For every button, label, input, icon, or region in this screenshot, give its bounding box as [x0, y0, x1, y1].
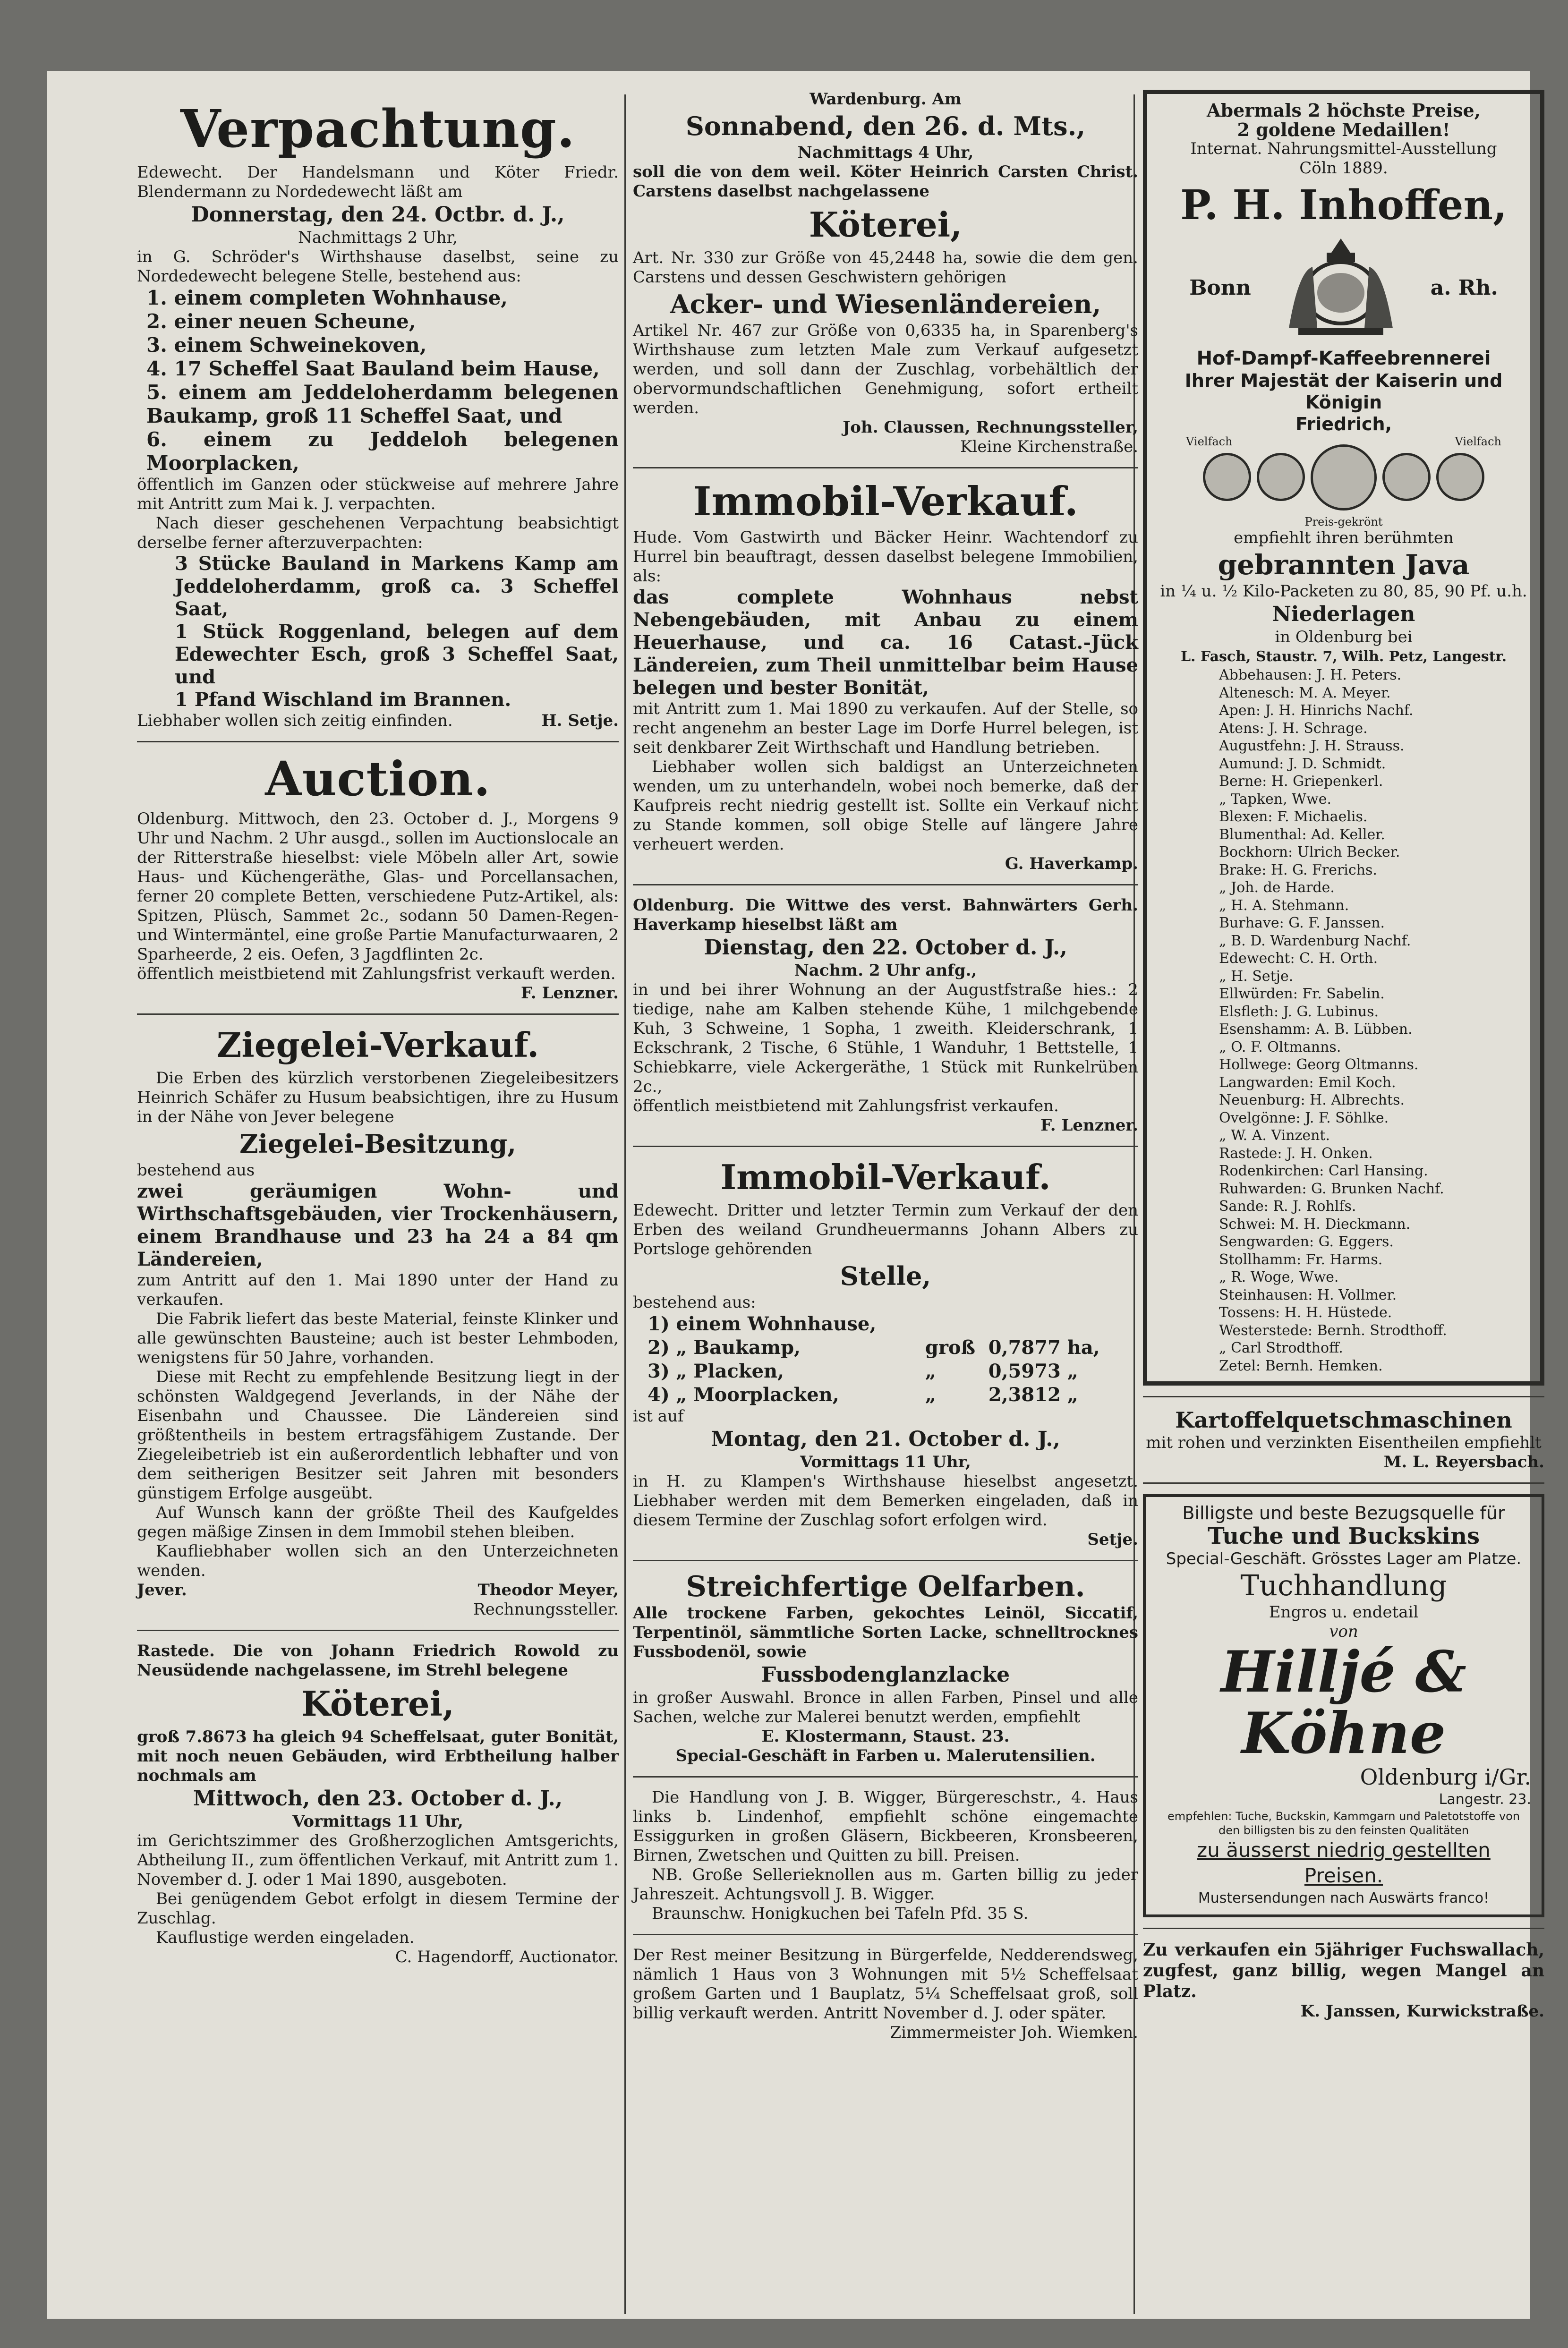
ad-immobil-hude — [633, 479, 1138, 874]
ad-packs: in ¼ u. ½ Kilo-Packeten zu 80, 85, 90 Pf. u.h. — [1160, 582, 1527, 601]
ad-koeterei — [137, 1642, 619, 1967]
ad-text: Alle trockene Farben, gekochtes Leinöl, Siccatif, Terpentinöl, sämmtliche Sorten Lacke, schnelltrocknes Fussbodenöl, sowie — [633, 1604, 1138, 1661]
royal-crest-icon — [1270, 234, 1412, 342]
list-item: 6. einem zu Jeddeloh belegenen Moorplacken, — [146, 428, 619, 475]
table-row — [647, 1312, 1127, 1336]
ad-oelfarben — [633, 1572, 1138, 1766]
ad-products: Tuche und Buckskins — [1207, 1523, 1480, 1549]
list-item: „ H. Setje. — [1219, 968, 1294, 985]
ad-kartoffel — [1143, 1408, 1544, 1472]
medals-row — [1158, 453, 1530, 510]
ad-date: Mittwoch, den 23. October d. J., — [193, 1787, 563, 1811]
medal-icon — [1203, 453, 1251, 501]
row-value: 0,5973 „ — [988, 1360, 1078, 1382]
ad-price: zu äusserst niedrig gestellten Preisen. — [1197, 1838, 1491, 1887]
list-item: Tossens: H. H. Hüstede. — [1219, 1304, 1392, 1321]
ad-date: Dienstag, den 22. October d. J., — [704, 936, 1067, 960]
list-item: Zetel: Bernh. Hemken. — [1219, 1357, 1383, 1374]
divider — [633, 1560, 1138, 1561]
ad-signature: E. Klostermann, Staust. 23. — [761, 1727, 1010, 1746]
row-size: „ — [925, 1360, 936, 1382]
list-item: Westerstede: Bernh. Strodthoff. — [1219, 1322, 1447, 1339]
list-item: Ellwürden: Fr. Sabelin. — [1219, 986, 1385, 1002]
list-item: Blumenthal: Ad. Keller. — [1219, 826, 1385, 843]
list-item: „ R. Woge, Wwe. — [1219, 1269, 1339, 1285]
ad-signature: H. Setje. — [541, 711, 619, 730]
ad-offer: empfehlen: Tuche, Buckskin, Kammgarn und Paletotstoffe von den billigsten bis zu den feinsten Qualitäten — [1167, 1810, 1520, 1837]
row-name: „ Baukamp, — [676, 1336, 801, 1359]
medal-caption: Vielfach — [1186, 435, 1233, 448]
ad-date: Sonnabend, den 26. d. Mts., — [685, 111, 1086, 141]
ad-intro: Rastede. Die von Johann Friedrich Rowold zu Neusüdende nachgelassene, im Strehl belegene — [137, 1642, 619, 1680]
ad-business: Hof-Dampf-Kaffeebrennerei — [1196, 348, 1491, 369]
row-number: 1) — [648, 1313, 670, 1335]
list-item: Rodenkirchen: Carl Hansing. — [1219, 1163, 1428, 1179]
ad-street: Langestr. 23. — [1439, 1791, 1531, 1808]
list-item: Apen: J. H. Hinrichs Nachf. — [1219, 702, 1414, 719]
row-value: 2,3812 „ — [988, 1384, 1078, 1406]
list-item: Ruhwarden: G. Brunken Nachf. — [1219, 1180, 1444, 1197]
medal-icon — [1436, 453, 1484, 501]
list-item: Ovelgönne: J. F. Söhlke. — [1219, 1109, 1389, 1126]
ad-subtitle: Stelle, — [840, 1261, 931, 1291]
ad-headline: Abermals 2 höchste Preise, — [1207, 100, 1481, 121]
ad-intro: Edewecht. Dritter und letzter Termin zum Verkauf der den Erben des weiland Grundheuermanns Johann Albers zu Portsloge gehörenden — [633, 1201, 1138, 1259]
ad-rest — [633, 1946, 1138, 2042]
ad-paragraph: Liebhaber wollen sich baldigst an Unterzeichneten wenden, um zu unterhandeln, wobei noch bemerke, daß der Kaufpreis recht niedrig gestellt ist. Sollte ein Verkauf nicht zu Stande kommen, soll obige Stelle auf längere Jahre verheuert werden. — [633, 757, 1138, 854]
city-left: Bonn — [1189, 276, 1251, 300]
ad-intro: Hude. Vom Gastwirth und Bäcker Heinr. Wachtendorf zu Hurrel bin beauftragt, dessen daselbst belegene Immobilien, als: — [633, 528, 1138, 586]
ad-samples: Mustersendungen nach Auswärts franco! — [1198, 1890, 1490, 1906]
ad-subtitle: Ziegelei-Besitzung, — [239, 1129, 516, 1159]
agent-list — [1158, 666, 1530, 1375]
ad-subtitle: Niederlagen — [1272, 602, 1415, 626]
ad-inhoffen — [1143, 90, 1544, 1386]
list-item: Elsfleth: J. G. Lubinus. — [1219, 1003, 1379, 1020]
ad-paragraph: Die Fabrik liefert das beste Material, feinste Klinker und alle gewünschten Bausteine; auch ist bester Lehmboden, wenigstens für 50 Jahre, vorhanden. — [137, 1310, 619, 1367]
ad-terms: öffentlich im Ganzen oder stückweise auf mehrere Jahre mit Antritt zum Mai k. J. verpachten. — [137, 475, 619, 513]
ad-von: von — [1329, 1622, 1358, 1641]
ad-intro: Die Erben des kürzlich verstorbenen Ziegeleibesitzers Heinrich Schäfer zu Husum beabsichtigen, ihre zu Husum in der Nähe von Jever belegene — [137, 1069, 619, 1126]
ad-note: NB. Große Sellerieknollen aus m. Garten billig zu jeder Jahreszeit. Achtungsvoll J. B. Wigger. — [633, 1865, 1138, 1904]
ad-time: Vormittags 11 Uhr, — [292, 1812, 463, 1831]
list-item: 4. 17 Scheffel Saat Bauland beim Hause, — [146, 357, 600, 380]
table-row — [647, 1336, 1127, 1360]
ad-place: Wardenburg. Am — [810, 90, 962, 109]
ad-signature-note: Special-Geschäft in Farben u. Malerutensilien. — [675, 1746, 1096, 1765]
medal-icon — [1257, 453, 1305, 501]
medal-caption: Preis-gekrönt — [1304, 515, 1383, 528]
ad-intro: Edewecht. Der Handelsmann und Köter Friedr. Blendermann zu Nordedewecht läßt am — [137, 163, 619, 201]
list-item: 2. einer neuen Scheune, — [146, 310, 416, 333]
ad-time: Vormittags 11 Uhr, — [800, 1453, 971, 1472]
row-size: groß — [925, 1336, 975, 1359]
ad-paragraph: Auf Wunsch kann der größte Theil des Kaufgeldes gegen mäßige Zinsen in dem Immobil stehen bleiben. — [137, 1503, 619, 1541]
row-value — [988, 1312, 1127, 1336]
list-item: „ W. A. Vinzent. — [1219, 1127, 1330, 1144]
ad-business: Tuchhandlung — [1240, 1569, 1447, 1602]
column-3 — [1143, 90, 1544, 2021]
row-number: 2) — [648, 1336, 670, 1359]
ad-time: Nachm. 2 Uhr anfg., — [794, 961, 977, 980]
row-name: „ Placken, — [676, 1360, 784, 1382]
list-item: Rastede: J. H. Onken. — [1219, 1145, 1373, 1162]
divider — [633, 1146, 1138, 1147]
list-item: Atens: J. H. Schrage. — [1219, 720, 1368, 737]
ad-paragraph: Kauflustige werden eingeladen. — [156, 1928, 415, 1947]
column-2 — [633, 90, 1138, 2042]
list-item: Schwei: M. H. Dieckmann. — [1219, 1216, 1411, 1233]
list-item: Bockhorn: Ulrich Becker. — [1219, 844, 1400, 860]
ad-signature: F. Lenzner. — [521, 984, 619, 1003]
ad-signature: M. L. Reyersbach. — [1383, 1453, 1544, 1472]
ad-title: Auction. — [265, 751, 491, 807]
ad-title: Köterei, — [809, 204, 963, 245]
table-row — [647, 1383, 1127, 1407]
ad-signature: Theodor Meyer, — [477, 1581, 619, 1599]
ad-note: Braunschw. Honigkuchen bei Tafeln Pfd. 35 S. — [652, 1904, 1029, 1923]
list-item: Berne: H. Griepenkerl. — [1219, 773, 1383, 790]
ad-signature: C. Hagendorff, Auctionator. — [395, 1948, 619, 1966]
row-name: „ Moorplacken, — [676, 1384, 839, 1406]
list-item: 5. einem am Jeddeloherdamm belegenen Baukamp, groß 11 Scheffel Saat, und — [146, 381, 619, 427]
ad-bold: das complete Wohnhaus nebst Nebengebäuden, mit Anbau zu einem Heuerhause, und ca. 16 Catast.-Jück Ländereien, zum Theil unmittelbar beim Hause belegen und bester Bonität, — [633, 586, 1138, 699]
ad-subtitle: Fussbodenglanzlacke — [761, 1663, 1010, 1687]
ad-company: P. H. Inhoffen, — [1180, 181, 1507, 229]
list-item: 1 Pfand Wischland im Brannen. — [175, 689, 511, 711]
ad-title: Kartoffelquetschmaschinen — [1175, 1407, 1512, 1433]
list-item: Altenesch: M. A. Meyer. — [1219, 684, 1391, 701]
divider — [137, 1013, 619, 1015]
row-number: 4) — [648, 1384, 670, 1406]
list-item: „ Joh. de Harde. — [1219, 879, 1335, 896]
column-divider — [624, 94, 626, 2314]
divider — [1143, 1396, 1544, 1397]
row-name: einem Wohnhause, — [676, 1313, 877, 1335]
property-table — [647, 1312, 1127, 1407]
ad-ist-auf: ist auf — [633, 1407, 684, 1426]
ad-text: in H. zu Klampen's Wirthshause hieselbst angesetzt. Liebhaber werden mit dem Bemerken eingeladen, daß in diesem Termine der Zuschlag sofort erfolgen wird. — [633, 1472, 1138, 1530]
list-item: Aumund: J. D. Schmidt. — [1219, 755, 1386, 772]
ad-time: Nachmittags 4 Uhr, — [797, 143, 974, 162]
ad-time: Nachmittags 2 Uhr, — [298, 228, 458, 247]
ad-text: Der Rest meiner Besitzung in Bürgerfelde, Nedderendsweg, nämlich 1 Haus von 3 Wohnungen mit 5½ Scheffelsaat großem Garten und 1 Bauplatz, 5¼ Scheffelsaat groß, soll billig verkauft werden. Antritt November d. J. oder später. — [633, 1946, 1138, 2023]
ad-terms: öffentlich meistbietend mit Zahlungsfrist verkaufen. — [633, 1097, 1059, 1115]
list-item: Stollhamm: Fr. Harms. — [1219, 1251, 1383, 1268]
ad-signature: G. Haverkamp. — [1005, 854, 1138, 873]
ad-auction — [137, 753, 619, 1003]
divider — [633, 1934, 1138, 1935]
ad-footer: Liebhaber wollen sich zeitig einfinden. — [137, 711, 453, 730]
ad-tagline: Special-Geschäft. Grösstes Lager am Platze. — [1166, 1549, 1522, 1568]
ad-product: gebrannten Java — [1218, 549, 1470, 581]
list-item: Hollwege: Georg Oltmanns. — [1219, 1056, 1419, 1073]
ad-date: Donnerstag, den 24. Octbr. d. J., — [191, 203, 565, 227]
list-item: Sande: R. J. Rohlfs. — [1219, 1198, 1356, 1215]
ad-paragraph: Kaufliebhaber wollen sich an den Unterzeichneten wenden. — [137, 1542, 619, 1580]
medal-icon — [1311, 444, 1377, 510]
ad-text: Zu verkaufen ein 5jähriger Fuchswallach, zugfest, ganz billig, wegen Mangel an Platz. — [1143, 1940, 1544, 2001]
row-number: 3) — [648, 1360, 670, 1382]
ad-terms: öffentlich meistbietend mit Zahlungsfrist verkauft werden. — [137, 964, 616, 983]
ad-company: Hilljé & Köhne — [1220, 1639, 1467, 1767]
row-value: 0,7877 ha, — [988, 1336, 1100, 1359]
ad-wardenburg — [633, 90, 1138, 457]
ad-subtitle: Acker- und Wiesenländereien, — [670, 289, 1101, 319]
ad-signature: K. Janssen, Kurwickstraße. — [1300, 2002, 1544, 2021]
ad-consist: bestehend aus: — [633, 1293, 756, 1312]
divider — [1143, 1928, 1544, 1929]
list-item: Steinhausen: H. Vollmer. — [1219, 1286, 1397, 1303]
list-item: Brake: H. G. Frerichs. — [1219, 861, 1377, 878]
city-right: a. Rh. — [1430, 276, 1498, 300]
ad-patron: Ihrer Majestät der Kaiserin und Königin — [1185, 370, 1503, 413]
ad-signature: Zimmermeister Joh. Wiemken. — [890, 2023, 1138, 2042]
list-item: Abbehausen: J. H. Peters. — [1219, 667, 1402, 683]
ad-text: empfiehlt ihren berühmten — [1234, 528, 1454, 547]
medal-icon — [1382, 453, 1431, 501]
list-item: Neuenburg: H. Albrechts. — [1219, 1092, 1405, 1108]
divider — [1143, 1482, 1544, 1484]
ad-ziegelei — [137, 1025, 619, 1619]
row-size — [925, 1312, 988, 1336]
table-row — [647, 1360, 1127, 1383]
list-item: „ O. F. Oltmanns. — [1219, 1038, 1341, 1055]
list-item: Sengwarden: G. Eggers. — [1219, 1234, 1394, 1250]
divider — [633, 884, 1138, 885]
ad-paragraph: Diese mit Recht zu empfehlende Besitzung liegt in der schönsten Waldgegend Jeverlands, in der Nähe der Eisenbahn und Chaussee. Die Ländereien sind größtentheils in bestem ertragsfähigem Zustande. Der Ziegeleibetrieb ist ein außerordentlich lebhafter und von dem seitherigen Besitzer seit Jahren mit besonders günstigem Erfolge ausgeübt. — [137, 1368, 619, 1503]
ad-text: groß 7.8673 ha gleich 94 Scheffelsaat, guter Bonität, mit noch neuen Gebäuden, wird Erbtheilung halber nochmals am — [137, 1727, 619, 1785]
ad-patron: Friedrich, — [1295, 414, 1392, 434]
ad-city: Oldenburg i/Gr. — [1360, 1764, 1531, 1790]
divider — [633, 1776, 1138, 1778]
ad-wigger — [633, 1788, 1138, 1923]
list-item: 3. einem Schweinekoven, — [146, 333, 427, 357]
ad-paragraph: Bei genügendem Gebot erfolgt in diesem Termine der Zuschlag. — [137, 1889, 619, 1928]
ad-signature: Setje. — [1087, 1530, 1138, 1549]
ad-text: in Oldenburg bei — [1275, 628, 1413, 647]
ad-paragraph: mit Antritt zum 1. Mai 1890 zu verkaufen. Auf der Stelle, so recht angenehm an bester Lage im Dorfe Hurrel belegen, ist seit denkbarer Zeit Wirthschaft und Handlung betrieben. — [633, 699, 1138, 757]
divider — [137, 1630, 619, 1631]
list-item: Blexen: F. Michaelis. — [1219, 808, 1368, 825]
ad-follow: Nach dieser geschehenen Verpachtung beabsichtigt derselbe ferner afterzuverpachten: — [137, 514, 619, 552]
ad-oldenburg-haverkamp — [633, 896, 1138, 1135]
ad-signature-address: Kleine Kirchenstraße. — [960, 437, 1138, 456]
list-item: Edewecht: C. H. Orth. — [1219, 950, 1378, 967]
ad-bold: zwei geräumigen Wohn- und Wirthschaftsgebäuden, vier Trockenhäusern, einem Brandhause und 23 ha 24 a 84 qm Ländereien, — [137, 1180, 619, 1270]
ad-text: mit rohen und verzinkten Eisentheilen empfiehlt — [1146, 1433, 1542, 1452]
ad-headline: Billigste und beste Bezugsquelle für — [1182, 1503, 1505, 1523]
ad-title: Köterei, — [301, 1684, 455, 1724]
ad-title: Ziegelei-Verkauf. — [216, 1025, 539, 1065]
ad-fuchs — [1143, 1940, 1544, 2021]
ad-paragraph: in großer Auswahl. Bronce in allen Farben, Pinsel und alle Sachen, welche zur Malerei benutzt werden, empfiehlt — [633, 1688, 1138, 1727]
list-item: Burhave: G. F. Janssen. — [1219, 915, 1385, 931]
divider — [633, 467, 1138, 468]
ad-event: Internat. Nahrungsmittel-Ausstellung — [1190, 139, 1497, 158]
row-size: „ — [925, 1384, 936, 1406]
ad-place: in G. Schröder's Wirthshause daselbst, seine zu Nordedewecht belegene Stelle, bestehend aus: — [137, 247, 619, 286]
ad-headline: 2 goldene Medaillen! — [1237, 119, 1450, 140]
ad-place: Jever. — [137, 1581, 187, 1599]
ad-trade: Engros u. endetail — [1269, 1603, 1419, 1622]
list-item: 1 Stück Roggenland, belegen auf dem Edewechter Esch, groß 3 Scheffel Saat, und — [175, 621, 619, 688]
ad-date: Montag, den 21. October d. J., — [711, 1427, 1060, 1451]
ad-event: Cöln 1889. — [1299, 159, 1388, 178]
list-item: Esenshamm: A. B. Lübben. — [1219, 1021, 1413, 1038]
ad-paragraph: Art. Nr. 330 zur Größe von 45,2448 ha, sowie die dem gen. Carstens und dessen Geschwistern gehörigen — [633, 248, 1138, 287]
list-item: „ Carl Strodthoff. — [1219, 1340, 1343, 1356]
ad-title: Immobil-Verkauf. — [693, 478, 1078, 525]
ad-place: im Gerichtszimmer des Großherzoglichen Amtsgerichts, Abtheilung II., zum öffentlichen Verkauf, mit Antritt zum 1. November d. J. oder 1 Mai 1890, ausgeboten. — [137, 1831, 619, 1889]
medal-caption: Vielfach — [1455, 435, 1501, 448]
ad-signature: F. Lenzner. — [1040, 1116, 1138, 1135]
ad-intro: Oldenburg. Die Wittwe des verst. Bahnwärters Gerh. Haverkamp hieselbst läßt am — [633, 896, 1138, 934]
ad-title: Verpachtung. — [180, 98, 576, 159]
ad-text: Oldenburg. Mittwoch, den 23. October d. J., Morgens 9 Uhr und Nachm. 2 Uhr ausgd., sollen im Auctionslocale an der Ritterstraße hieselbst: viele Möbeln aller Art, sowie Haus- und Küchengeräthe, Glas- und Porcellansachen, ferner 20 complete Betten, verschiedene Putz-Artikel, als: Spitzen, Plüsch, Sammet 2c., sodann 50 Damen-Regen- und Wintermäntel, eine große Partie Manufacturwaaren, 2 Sparheerde, 2 eis. Oefen, 3 Jagdflinten 2c. — [137, 809, 619, 964]
ad-verpachtung — [137, 99, 619, 731]
ad-title: Streichfertige Oelfarben. — [686, 1570, 1085, 1603]
list-item: Langwarden: Emil Koch. — [1219, 1074, 1396, 1091]
ad-main-stores: L. Fasch, Staustr. 7, Wilh. Petz, Langestr. — [1180, 648, 1507, 665]
ad-paragraph: Artikel Nr. 467 zur Größe von 0,6335 ha, in Sparenberg's Wirthshause zum letzten Male zum Verkauf aufgesetzt werden, und soll dann der Zuschlag, vorbehältlich der obervormundschaftlichen Genehmigung, sofort ertheilt werden. — [633, 321, 1138, 417]
column-1 — [137, 90, 619, 1967]
list-item: „ B. D. Wardenburg Nachf. — [1219, 932, 1411, 949]
ad-immobil-edewecht — [633, 1157, 1138, 1549]
list-item: „ Tapken, Wwe. — [1219, 791, 1331, 808]
newspaper-page — [47, 71, 1544, 2319]
list-item: Augustfehn: J. H. Strauss. — [1219, 738, 1405, 754]
crest-row — [1158, 234, 1530, 342]
list-item: „ H. A. Stehmann. — [1219, 897, 1349, 914]
ad-consist: bestehend aus — [137, 1161, 255, 1180]
ad-title: Immobil-Verkauf. — [720, 1157, 1051, 1197]
ad-signature-role: Rechnungssteller. — [473, 1600, 619, 1619]
ad-tuchhandlung — [1143, 1494, 1544, 1917]
ad-signature: Joh. Claussen, Rechnungssteller, — [843, 418, 1138, 437]
ad-text: soll die von dem weil. Köter Heinrich Carsten Christ. Carstens daselbst nachgelassene — [633, 162, 1138, 201]
ad-date: zum Antritt auf den 1. Mai 1890 unter der Hand zu verkaufen. — [137, 1271, 619, 1309]
divider — [137, 741, 619, 742]
list-item: 3 Stücke Bauland in Markens Kamp am Jeddeloherdamm, groß ca. 3 Scheffel Saat, — [175, 553, 619, 620]
list-item: 1. einem completen Wohnhause, — [146, 286, 508, 309]
ad-text: Die Handlung von J. B. Wigger, Bürgereschstr., 4. Haus links b. Lindenhof, empfiehlt schöne eingemachte Essiggurken in großen Gläsern, Bickbeeren, Kronsbeeren, Birnen, Zwetschen und Quitten zu bill. Preisen. — [633, 1788, 1138, 1865]
ad-text: in und bei ihrer Wohnung an der Augustfstraße hies.: 2 tiedige, nahe am Kalben stehende Kühe, 1 milchgebende Kuh, 3 Schweine, 1 Sopha, 1 zweith. Kleiderschrank, 1 Eckschrank, 2 Tische, 6 Stühle, 1 Wanduhr, 1 Bettstelle, 1 Schiebkarre, viele Ackergeräthe, 1 Stück mit Runkelrüben 2c., — [633, 980, 1138, 1096]
